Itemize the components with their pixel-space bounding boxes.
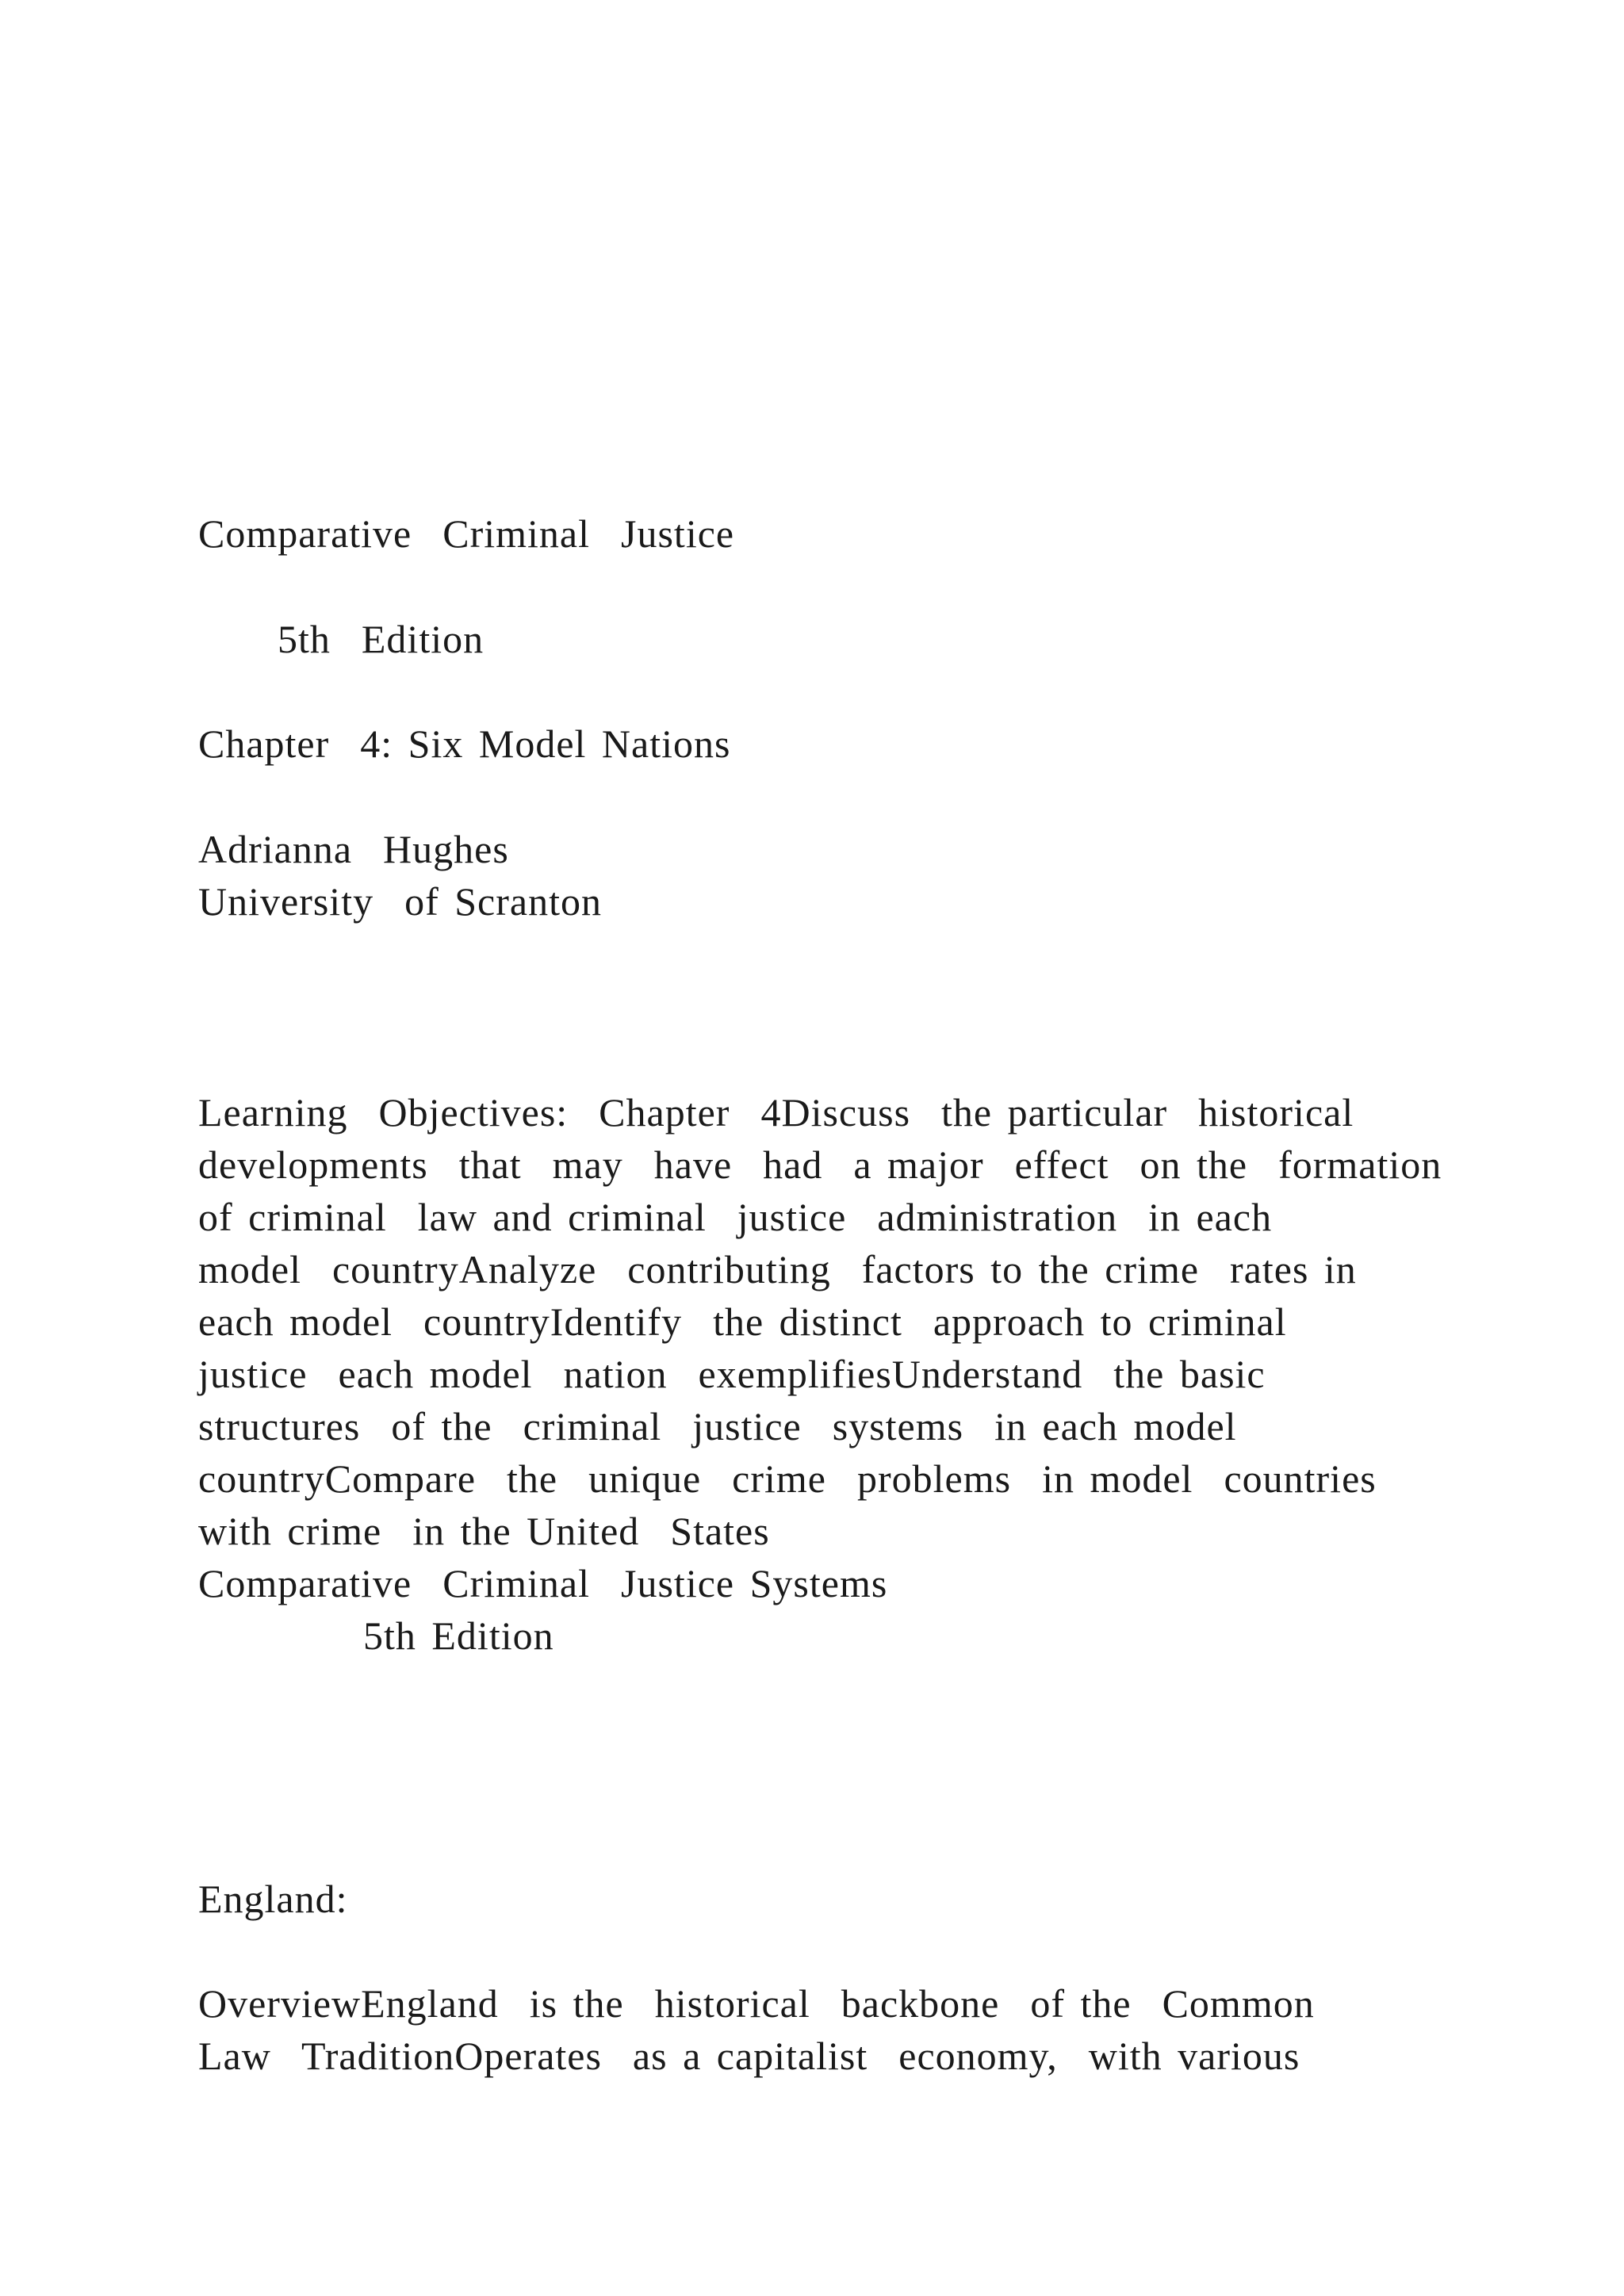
england-heading: England: [198, 1877, 348, 1921]
objectives-line: with crime in the United States [198, 1509, 770, 1553]
objectives-line: developments that may have had a major effect on the formation [198, 1142, 1442, 1187]
objectives-line: countryCompare the unique crime problems in model countries [198, 1456, 1377, 1501]
england-line: OverviewEngland is the historical backbone of the Common [198, 1981, 1315, 2026]
objectives-line: Learning Objectives: Chapter 4Discuss the particular historical [198, 1090, 1354, 1135]
objectives-line: each model countryIdentify the distinct approach to criminal [198, 1299, 1287, 1344]
author-name: Adrianna Hughes [198, 827, 509, 871]
objectives-line: justice each model nation exemplifiesUnderstand the basic [198, 1352, 1266, 1396]
objectives-line: model countryAnalyze contributing factors to the crime rates in [198, 1247, 1357, 1292]
objectives-line: structures of the criminal justice systems in each model [198, 1404, 1237, 1448]
chapter-title: Chapter 4: Six Model Nations [198, 721, 731, 766]
author-affiliation: University of Scranton [198, 879, 602, 924]
objectives-line: of criminal law and criminal justice administration in each [198, 1195, 1273, 1239]
systems-title: Comparative Criminal Justice Systems [198, 1561, 888, 1605]
england-line: Law TraditionOperates as a capitalist economy, with various [198, 2034, 1300, 2078]
document-title: Comparative Criminal Justice [198, 511, 735, 556]
edition-label: 5th Edition [278, 617, 485, 661]
systems-edition: 5th Edition [363, 1613, 554, 1658]
